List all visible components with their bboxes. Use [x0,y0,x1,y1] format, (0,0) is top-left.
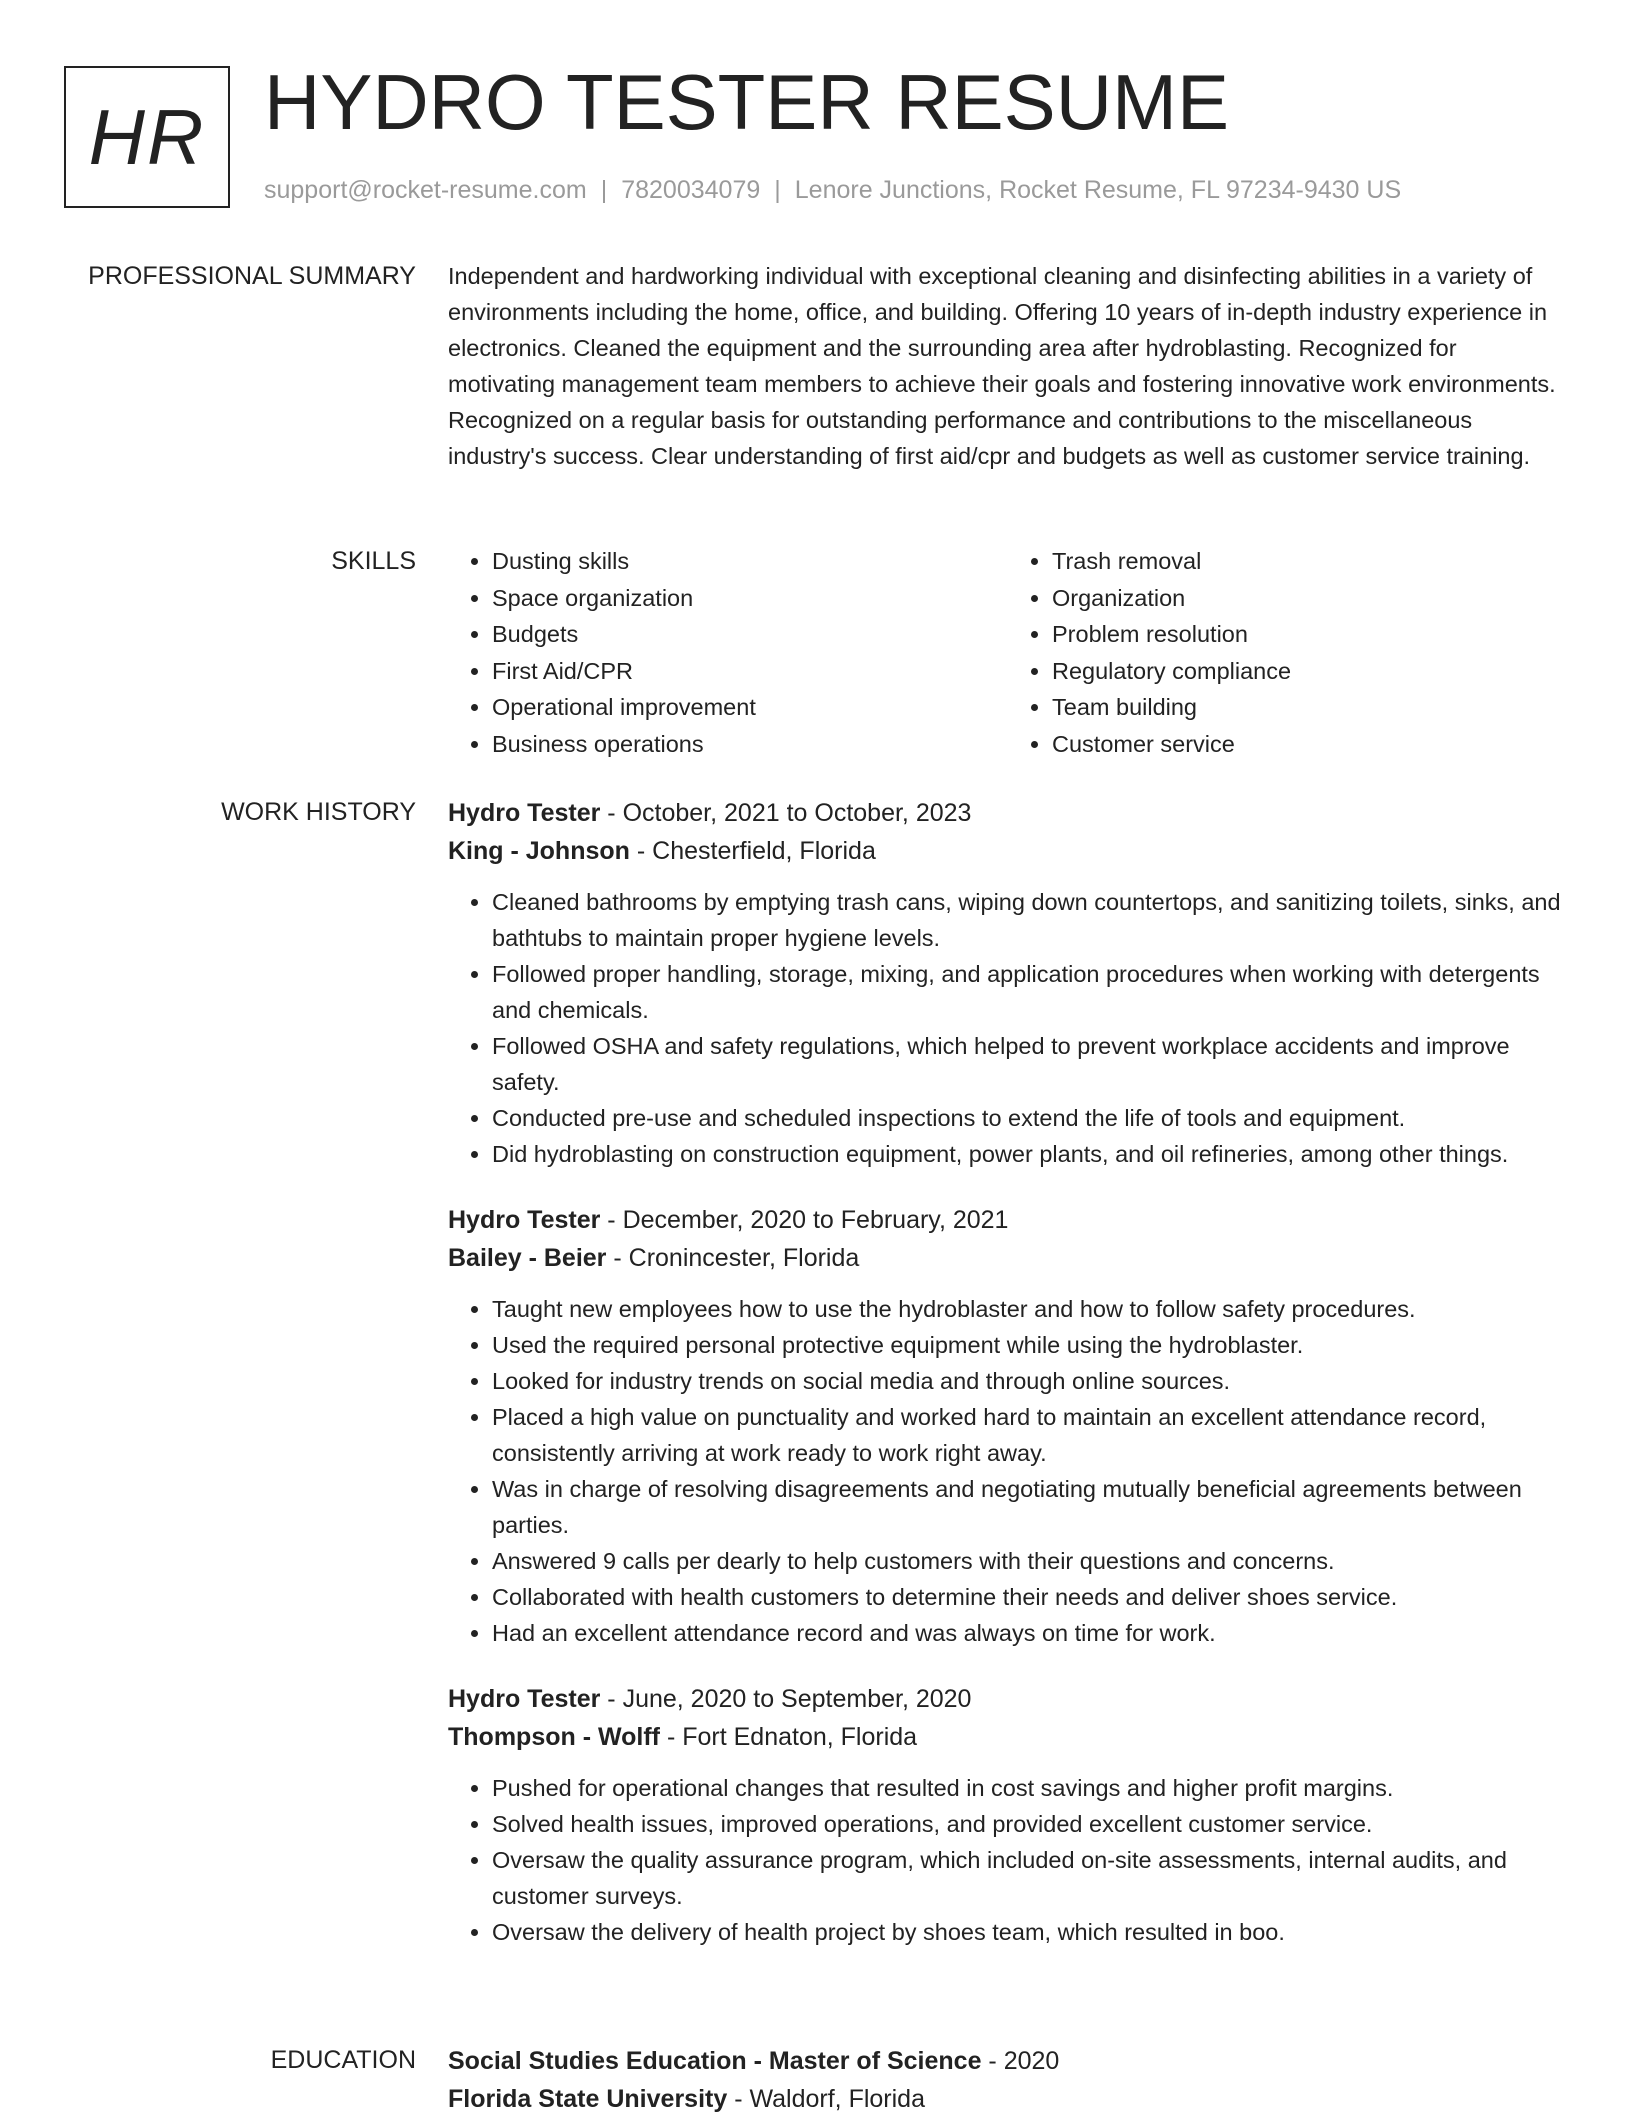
degree-line [448,2042,1568,2080]
degree: Social Studies Education - Master of Science [448,2047,982,2075]
skill-item: • First Aid/CPR [492,653,1008,690]
skill-item: • Business operations [492,726,1008,763]
skill-item: • Team building [1052,689,1568,726]
summary-body [448,258,1568,474]
work-heading: WORK HISTORY [221,798,416,826]
job-company: Bailey - Beier [448,1244,607,1272]
job-title: Hydro Tester [448,799,601,827]
job-location: Fort Ednaton, Florida [682,1723,918,1751]
job-dates: June, 2020 to September, 2020 [622,1685,972,1713]
dash: - [727,2085,750,2113]
job-dates: October, 2021 to October, 2023 [622,799,972,827]
job-company-line [448,1239,1568,1277]
skills-grid [448,543,1568,762]
skill-item: • Organization [1052,580,1568,617]
job-entry [448,794,1568,1172]
contact-separator: | [774,176,781,204]
skills-body [448,543,1568,762]
skills-column-right [1008,543,1568,762]
job-bullet: • Solved health issues, improved operations, and provided excellent customer service. [492,1806,1568,1842]
job-bullet: • Followed OSHA and safety regulations, which helped to prevent workplace accidents and improve safety. [492,1028,1568,1100]
resume-title: HYDRO TESTER RESUME [264,58,1230,146]
skill-item: • Budgets [492,616,1008,653]
skill-item: • Operational improvement [492,689,1008,726]
education-heading: EDUCATION [270,2046,416,2074]
monogram-box [64,66,230,208]
job-company: Thompson - Wolff [448,1723,660,1751]
job-bullet: • Conducted pre-use and scheduled inspections to extend the life of tools and equipment. [492,1100,1568,1136]
skills-column-left [448,543,1008,762]
school-line [448,2080,1568,2118]
skill-item: • Problem resolution [1052,616,1568,653]
job-location: Chesterfield, Florida [652,837,876,865]
dash: - [981,2047,1004,2075]
job-bullet: • Oversaw the quality assurance program, which included on-site assessments, internal audits, and customer surveys. [492,1842,1568,1914]
job-title-line [448,794,1568,832]
contact-address: Lenore Junctions, Rocket Resume, FL 97234-9430 US [794,176,1402,204]
job-bullet: • Used the required personal protective equipment while using the hydroblaster. [492,1327,1568,1363]
skills-heading: SKILLS [331,547,416,575]
job-entry [448,1201,1568,1651]
education-body [448,2042,1568,2118]
contact-separator: | [600,176,608,204]
job-bullet: • Did hydroblasting on construction equipment, power plants, and oil refineries, among other things. [492,1136,1568,1172]
job-location: Cronincester, Florida [628,1244,860,1272]
skill-item: • Dusting skills [492,543,1008,580]
contact-email[interactable]: support@rocket-resume.com [264,176,587,204]
job-entry [448,1680,1568,1950]
skill-item: • Space organization [492,580,1008,617]
job-company-line [448,832,1568,870]
job-bullet: • Was in charge of resolving disagreements and negotiating mutually beneficial agreements between parties. [492,1471,1568,1543]
job-bullet: • Had an excellent attendance record and was always on time for work. [492,1615,1568,1651]
job-bullet: • Followed proper handling, storage, mixing, and application procedures when working with detergents and chemicals. [492,956,1568,1028]
job-bullet: • Oversaw the delivery of health project by shoes team, which resulted in boo. [492,1914,1568,1950]
graduation-year: 2020 [1003,2047,1060,2075]
job-bullet: • Cleaned bathrooms by emptying trash cans, wiping down countertops, and sanitizing toilets, sinks, and bathtubs to maintain proper hygiene levels. [492,884,1568,956]
dash: - [600,1685,623,1713]
school-location: Waldorf, Florida [749,2085,925,2113]
job-title: Hydro Tester [448,1206,601,1234]
job-bullet: • Looked for industry trends on social media and through online sources. [492,1363,1568,1399]
job-title-line [448,1680,1568,1718]
school-name: Florida State University [448,2085,728,2113]
job-company: King - Johnson [448,837,630,865]
job-bullets [448,884,1568,1172]
skill-item: • Regulatory compliance [1052,653,1568,690]
job-title: Hydro Tester [448,1685,601,1713]
job-bullets [448,1770,1568,1950]
dash: - [660,1723,683,1751]
job-bullet: • Pushed for operational changes that resulted in cost savings and higher profit margins. [492,1770,1568,1806]
job-bullet: • Collaborated with health customers to determine their needs and deliver shoes service. [492,1579,1568,1615]
job-bullet: • Placed a high value on punctuality and worked hard to maintain an excellent attendance record, consistently arriving at work ready to work right away. [492,1399,1568,1471]
job-company-line [448,1718,1568,1756]
contact-phone[interactable]: 7820034079 [621,176,761,204]
work-body [448,794,1568,1979]
job-bullets [448,1291,1568,1651]
job-bullet: • Taught new employees how to use the hydroblaster and how to follow safety procedures. [492,1291,1568,1327]
skill-item: • Trash removal [1052,543,1568,580]
dash: - [629,837,653,865]
job-dates: December, 2020 to February, 2021 [622,1206,1009,1234]
summary-heading: PROFESSIONAL SUMMARY [88,262,416,290]
job-title-line [448,1201,1568,1239]
dash: - [600,1206,623,1234]
dash: - [600,799,623,827]
job-bullet: • Answered 9 calls per dearly to help customers with their questions and concerns. [492,1543,1568,1579]
contact-line [264,175,1401,205]
dash: - [606,1244,629,1272]
summary-text: Independent and hardworking individual with exceptional cleaning and disinfecting abilities in a variety of environments including the home, office, and building. Offering 10 years of in-depth industry experience in electronics. Cleaned the equipment and the surrounding area after hydroblasting. Recognized for motivating management team members to achieve their goals and fostering innovative work environments. Recognized on a regular basis for outstanding performance and contributions to the miscellaneous industry's success. Clear understanding of first aid/cpr and budgets as well as customer service training. [448,263,1556,469]
skill-item: • Customer service [1052,726,1568,763]
monogram-initials: HR [88,92,206,181]
